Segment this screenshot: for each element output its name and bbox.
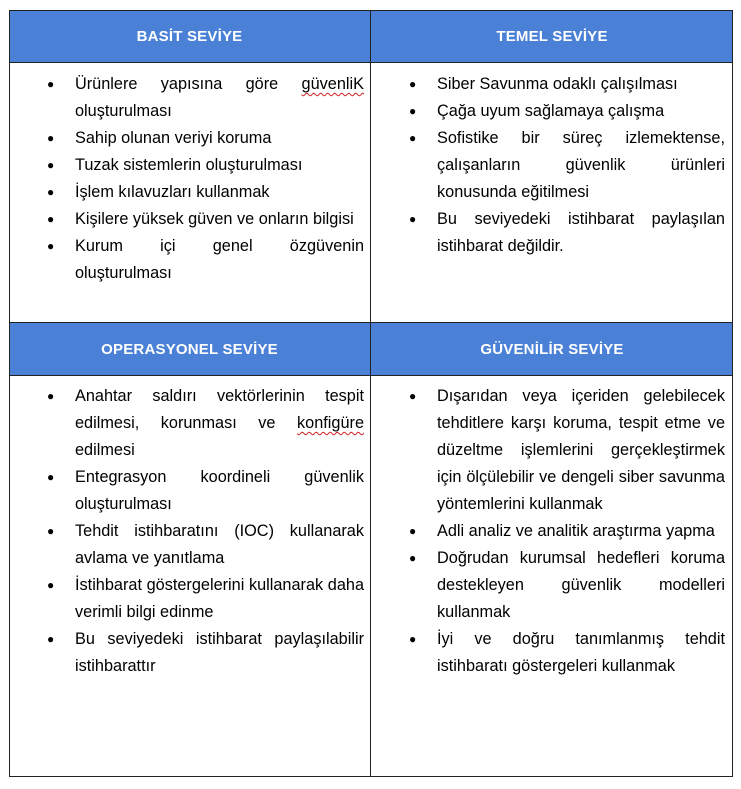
header-label: OPERASYONEL SEVİYE bbox=[101, 340, 278, 358]
list-item: ● Tuzak sistemlerin oluşturulması bbox=[9, 152, 364, 179]
levels-table bbox=[9, 10, 733, 777]
cell-guvenilir-seviye bbox=[371, 383, 733, 680]
header-temel-seviye bbox=[371, 10, 733, 62]
header-operasyonel-seviye bbox=[9, 323, 370, 375]
list-item: ● Adli analiz ve analitik araştırma yapma bbox=[371, 518, 725, 545]
header-label: BASİT SEVİYE bbox=[136, 27, 243, 45]
border-top bbox=[9, 10, 733, 11]
list-item: ● Sofistike bir süreç izlemektense, çalışanların güvenlik ürünleri konusunda eğitilmesi bbox=[371, 125, 725, 206]
cell-basit-seviye bbox=[9, 71, 370, 287]
list-item: ● İşlem kılavuzları kullanmak bbox=[9, 179, 364, 206]
bullet-list bbox=[9, 383, 364, 680]
list-item: ● Bu seviyedeki istihbarat paylaşılan istihbarat değildir. bbox=[371, 206, 725, 260]
list-item: ● Tehdit istihbaratını (IOC) kullanarak avlama ve yanıtlama bbox=[9, 518, 364, 572]
cell-operasyonel-seviye bbox=[9, 383, 370, 680]
border-right bbox=[732, 10, 733, 777]
list-item: ● Ürünlere yapısına göre güvenliK oluşturulması bbox=[9, 71, 364, 125]
bullet-list bbox=[9, 71, 364, 287]
bullet-list bbox=[371, 383, 725, 680]
border-bottom bbox=[9, 776, 733, 777]
header-label: TEMEL SEVİYE bbox=[496, 27, 608, 45]
border-middle bbox=[9, 322, 733, 323]
border-header-1 bbox=[9, 62, 733, 63]
list-item: ● Entegrasyon koordineli güvenlik oluşturulması bbox=[9, 464, 364, 518]
list-item: ● Anahtar saldırı vektörlerinin tespit edilmesi, korunması ve konfigüre edilmesi bbox=[9, 383, 364, 464]
list-item: ● Dışarıdan veya içeriden gelebilecek tehditlere karşı koruma, tespit etme ve düzeltme işlemlerini gerçekleştirmek için ölçülebilir ve dengeli siber savunma yöntemlerini kullanmak bbox=[371, 383, 725, 518]
header-label: GÜVENİLİR SEVİYE bbox=[480, 340, 624, 358]
border-center bbox=[370, 10, 371, 777]
list-item: ● İyi ve doğru tanımlanmış tehdit istihbaratı göstergeleri kullanmak bbox=[371, 626, 725, 680]
list-item: ● Doğrudan kurumsal hedefleri koruma destekleyen güvenlik modelleri kullanmak bbox=[371, 545, 725, 626]
list-item: ● Kişilere yüksek güven ve onların bilgisi bbox=[9, 206, 364, 233]
list-item: ● İstihbarat göstergelerini kullanarak daha verimli bilgi edinme bbox=[9, 572, 364, 626]
list-item: ● Kurum içi genel özgüvenin oluşturulması bbox=[9, 233, 364, 287]
border-header-2 bbox=[9, 375, 733, 376]
header-guvenilir-seviye bbox=[371, 323, 733, 375]
list-item: ● Siber Savunma odaklı çalışılması bbox=[371, 71, 725, 98]
list-item: ● Çağa uyum sağlamaya çalışma bbox=[371, 98, 725, 125]
border-left bbox=[9, 10, 10, 777]
cell-temel-seviye bbox=[371, 71, 733, 260]
bullet-list bbox=[371, 71, 725, 260]
header-basit-seviye bbox=[9, 10, 370, 62]
list-item: ● Sahip olunan veriyi koruma bbox=[9, 125, 364, 152]
list-item: ● Bu seviyedeki istihbarat paylaşılabilir istihbarattır bbox=[9, 626, 364, 680]
